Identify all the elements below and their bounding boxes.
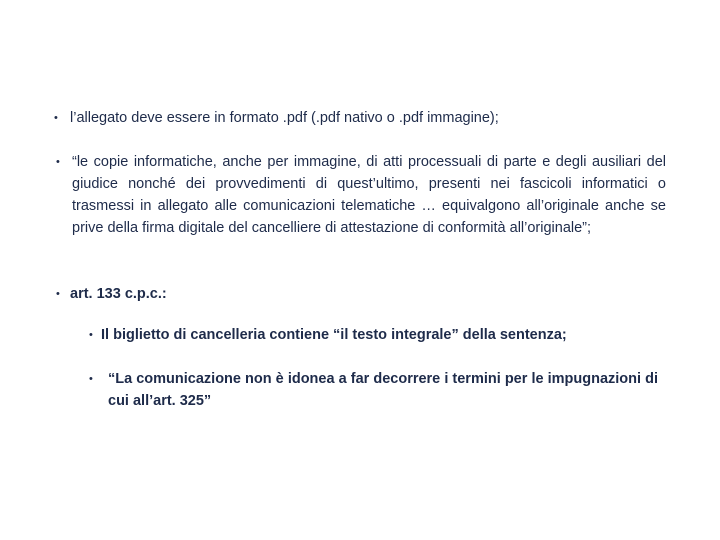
bullet-marker: • xyxy=(56,288,60,300)
bullet-text: “le copie informatiche, anche per immagine, di atti processuali di parte e degli ausiliari del giudice nonché dei provvedimenti di quest’ultimo, presenti nei fascicoli informatici o trasmessi in allegato alle comunicazioni telematiche … equivalgono all’originale anche se prive della firma digitale del cancelliere di attestazione di conformità all’originale”; xyxy=(72,154,666,236)
bullet-art-133 xyxy=(56,283,470,305)
bullet-text: l’allegato deve essere in formato .pdf (.pdf nativo o .pdf immagine); xyxy=(70,110,499,126)
bullet-pdf-format xyxy=(54,107,670,129)
bullet-marker: • xyxy=(54,112,58,124)
sub-bullet-comunicazione xyxy=(89,368,658,412)
bullet-text: “La comunicazione non è idonea a far decorrere i termini per le impugnazioni di cui all’art. 325” xyxy=(108,371,658,409)
bullet-text: Il biglietto di cancelleria contiene “il testo integrale” della sentenza; xyxy=(101,327,567,343)
bullet-marker: • xyxy=(56,156,60,168)
bullet-text: art. 133 c.p.c.: xyxy=(70,286,167,302)
sub-bullet-biglietto xyxy=(89,324,661,346)
bullet-marker: • xyxy=(89,329,93,341)
bullet-copie-informatiche xyxy=(56,151,666,239)
bullet-marker: • xyxy=(89,373,93,385)
